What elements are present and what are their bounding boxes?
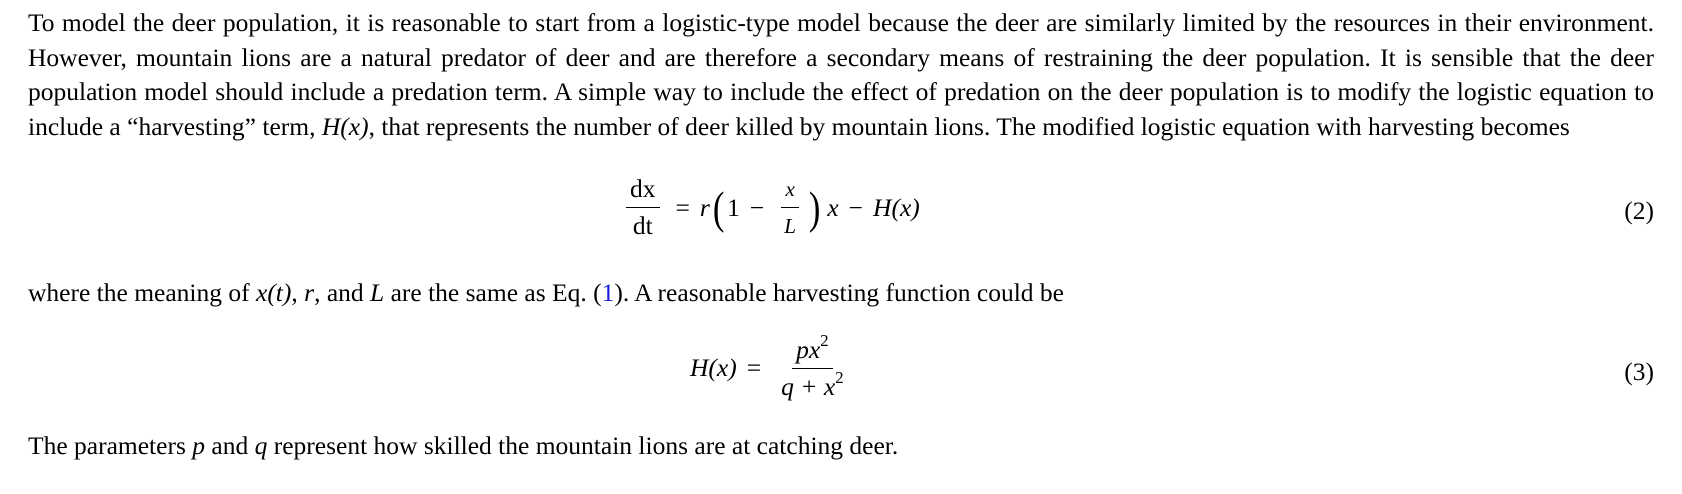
paragraph-harvesting-function <box>28 276 1654 311</box>
harvesting-numerator <box>792 331 833 369</box>
numerator-exponent: 2 <box>820 331 829 350</box>
right-paren-icon: ) <box>808 181 821 233</box>
paragraph-text: ). A reasonable harvesting function could be <box>614 278 1065 307</box>
math-q: q <box>254 430 268 460</box>
equals-sign: = <box>746 353 762 382</box>
equation-number-2: (2) <box>1624 196 1654 225</box>
paragraph-text: , and <box>314 278 371 307</box>
paragraph-text: represent how skilled the mountain lions are at catching deer. <box>267 430 899 460</box>
equals-sign: = <box>675 192 690 222</box>
paragraph-text: To model the deer population, it is reasonable to start from a logistic-type model because the deer are similarly limited by the resources in their environment. However, mountain lions are a natural predator of deer and are therefore a secondary means of restraining the deer population. It is sensible that the deer population model should include a predation term. A simple way to include the effect of predation on the deer population is to modify the logistic equation to include a “harvesting” term, <box>28 8 1654 141</box>
minus-sign-2: − <box>848 192 864 222</box>
equation-3-block <box>28 311 1654 429</box>
paragraph-text: , that represents the number of deer killed by mountain lions. The modified logistic equation with harvesting becomes <box>368 111 1570 141</box>
math-L: L <box>370 278 385 307</box>
equation-3 <box>690 331 854 402</box>
derivative-fraction <box>626 174 660 241</box>
math-p: p <box>192 430 205 460</box>
paragraph-text: where the meaning of <box>28 278 256 307</box>
fraction-numerator-x: x <box>781 174 798 208</box>
one: 1 <box>727 192 740 222</box>
paragraph-parameters <box>28 429 1654 464</box>
equation-2-block <box>28 144 1654 276</box>
paragraph-text: , <box>291 278 305 307</box>
x-over-L-fraction <box>780 174 800 241</box>
paragraph-predation-intro <box>28 6 1654 144</box>
harvesting-term: H(x) <box>873 192 920 222</box>
growth-rate-r: r <box>699 192 710 222</box>
population-x: x <box>827 192 839 222</box>
numerator-px: px <box>796 334 821 364</box>
math-r: r <box>304 278 315 307</box>
equation-number-3: (3) <box>1624 356 1654 386</box>
document-body <box>28 6 1654 463</box>
derivative-numerator: dx <box>626 174 660 208</box>
harvesting-function-lhs: H(x) <box>690 353 737 382</box>
left-paren-icon: ( <box>712 181 725 233</box>
equation-1-reference-link[interactable]: 1 <box>601 278 615 307</box>
paragraph-text: The parameters <box>28 430 193 460</box>
denominator-q-plus-x: q + x <box>781 371 836 401</box>
paragraph-text: are the same as Eq. ( <box>384 278 602 307</box>
derivative-denominator: dt <box>632 211 653 240</box>
math-x-of-t: x(t) <box>256 278 292 307</box>
harvesting-denominator <box>777 369 848 402</box>
minus-sign: − <box>749 192 765 222</box>
math-harvesting-symbol: H(x) <box>321 111 369 141</box>
fraction-denominator-L: L <box>784 214 796 238</box>
equation-2 <box>620 174 920 241</box>
harvesting-fraction <box>777 331 848 402</box>
paragraph-text: and <box>205 430 255 460</box>
denominator-exponent: 2 <box>835 368 844 387</box>
